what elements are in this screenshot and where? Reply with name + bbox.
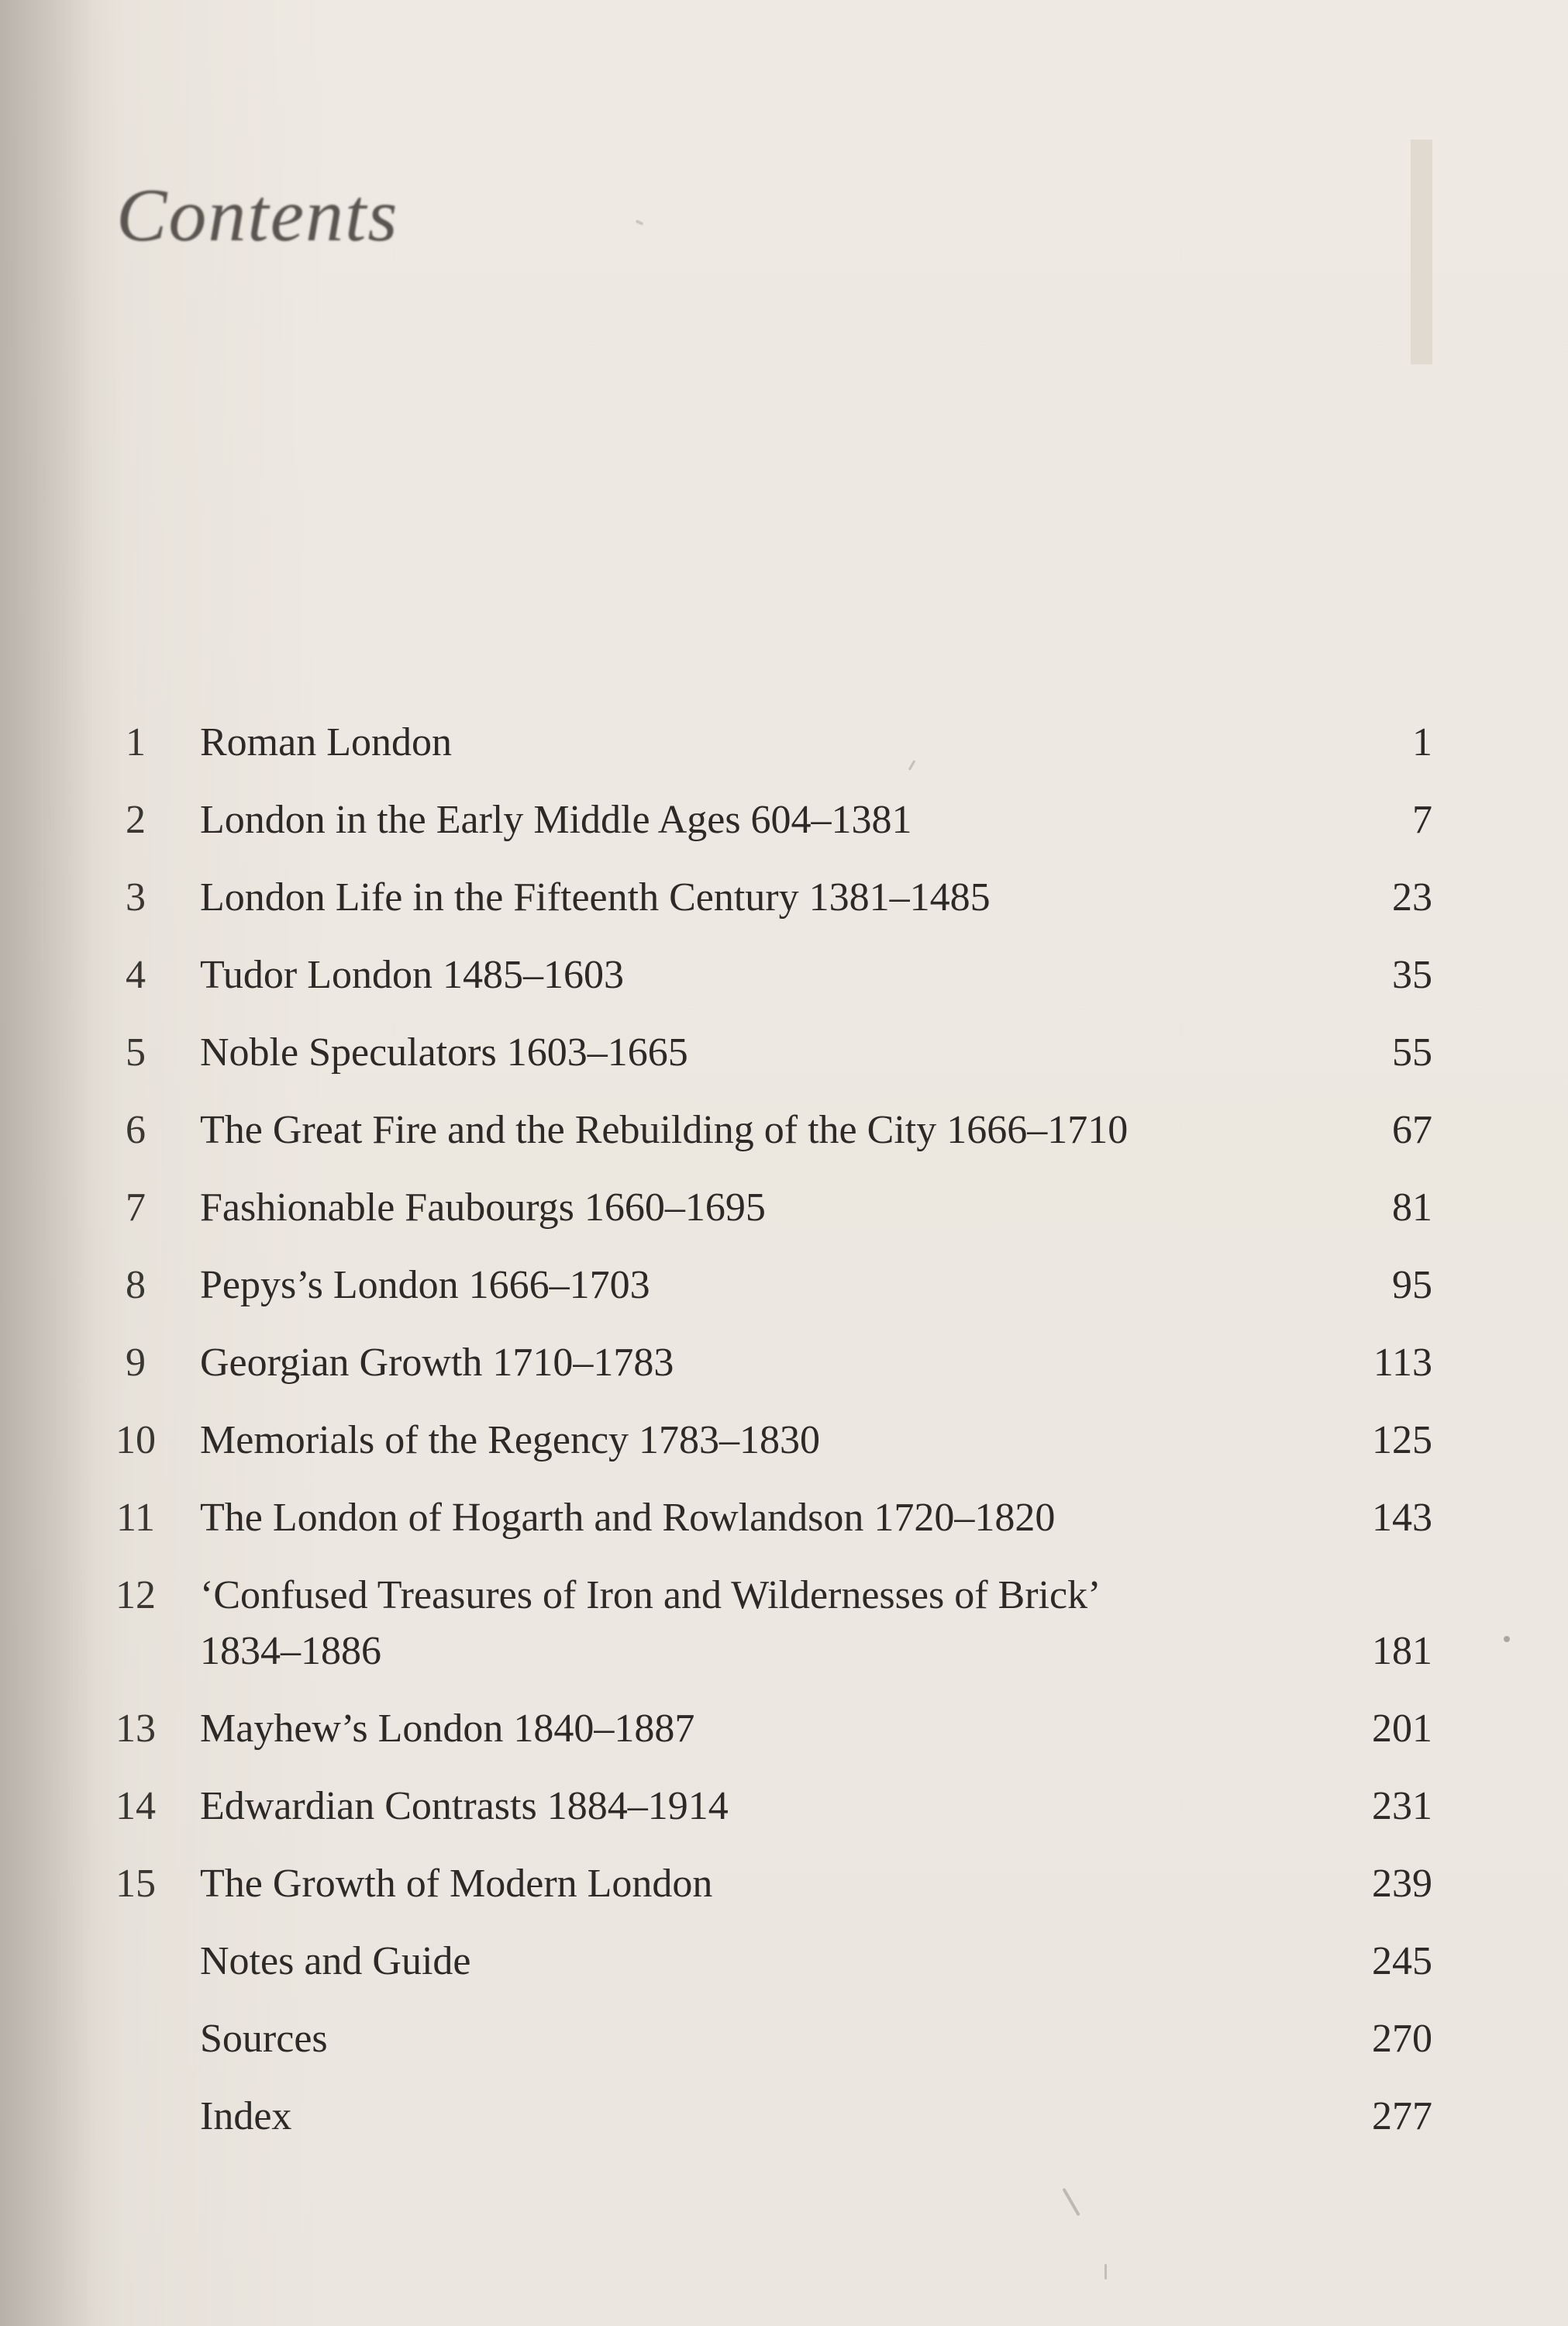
chapter-title: The Great Fire and the Rebuilding of the City 1666–1710 [200, 1108, 1129, 1152]
page-number: 277 [1372, 2094, 1432, 2138]
page-number: 143 [1372, 1496, 1432, 1540]
page-number: 239 [1372, 1862, 1432, 1906]
chapter-number: 9 [126, 1341, 146, 1385]
chapter-title: London Life in the Fifteenth Century 1381–1485 [200, 875, 991, 920]
page-number: 113 [1373, 1341, 1432, 1385]
page-number: 67 [1392, 1108, 1432, 1152]
chapter-title: The London of Hogarth and Rowlandson 1720–1820 [200, 1496, 1056, 1540]
page-number: 270 [1372, 2017, 1432, 2061]
chapter-title: Memorials of the Regency 1783–1830 [200, 1418, 821, 1462]
chapter-number: 13 [115, 1707, 156, 1751]
chapter-title-line-2: 1834–1886 [200, 1629, 381, 1673]
chapter-number: 11 [115, 1496, 156, 1540]
chapter-number: 10 [115, 1418, 156, 1462]
page-number: 35 [1392, 953, 1432, 997]
chapter-number: 3 [126, 875, 146, 920]
chapter-title: Pepys’s London 1666–1703 [200, 1263, 650, 1307]
chapter-title: The Growth of Modern London [200, 1862, 713, 1906]
contents-heading: Contents [116, 174, 399, 257]
chapter-number: 7 [126, 1185, 146, 1230]
chapter-number: 8 [126, 1263, 146, 1307]
page-number: 23 [1392, 875, 1432, 920]
chapter-title: Index [200, 2094, 292, 2138]
chapter-number: 14 [115, 1784, 156, 1828]
chapter-number: 2 [126, 798, 146, 842]
page-number: 95 [1392, 1263, 1432, 1307]
chapter-title: Roman London [200, 720, 452, 764]
chapter-title: Noble Speculators 1603–1665 [200, 1030, 688, 1075]
chapter-title: Tudor London 1485–1603 [200, 953, 625, 997]
chapter-title: Edwardian Contrasts 1884–1914 [200, 1784, 729, 1828]
chapter-title: Mayhew’s London 1840–1887 [200, 1707, 695, 1751]
page-number: 7 [1412, 798, 1432, 842]
chapter-title: Georgian Growth 1710–1783 [200, 1341, 674, 1385]
chapter-number: 1 [126, 720, 146, 764]
chapter-title-line-1: ‘Confused Treasures of Iron and Wildernesses of Brick’ [200, 1573, 1101, 1617]
page-number: 245 [1372, 1939, 1432, 1983]
chapter-title: London in the Early Middle Ages 604–1381 [200, 798, 912, 842]
chapter-number: 12 [115, 1573, 156, 1617]
chapter-number: 5 [126, 1030, 146, 1075]
chapter-title: Fashionable Faubourgs 1660–1695 [200, 1185, 766, 1230]
page-number: 125 [1372, 1418, 1432, 1462]
paper-speck [1504, 1636, 1510, 1642]
chapter-title: Notes and Guide [200, 1939, 471, 1983]
page-number: 201 [1372, 1707, 1432, 1751]
chapter-number: 15 [115, 1862, 156, 1906]
page-number: 181 [1372, 1629, 1432, 1673]
paper-speck [1104, 2264, 1107, 2279]
page-number: 81 [1392, 1185, 1432, 1230]
chapter-number: 6 [126, 1108, 146, 1152]
chapter-number: 4 [126, 953, 146, 997]
chapter-title [200, 1568, 1324, 1679]
page-number: 231 [1372, 1784, 1432, 1828]
chapter-title: Sources [200, 2017, 328, 2061]
page-number: 55 [1392, 1030, 1432, 1075]
page-number: 1 [1412, 720, 1432, 764]
